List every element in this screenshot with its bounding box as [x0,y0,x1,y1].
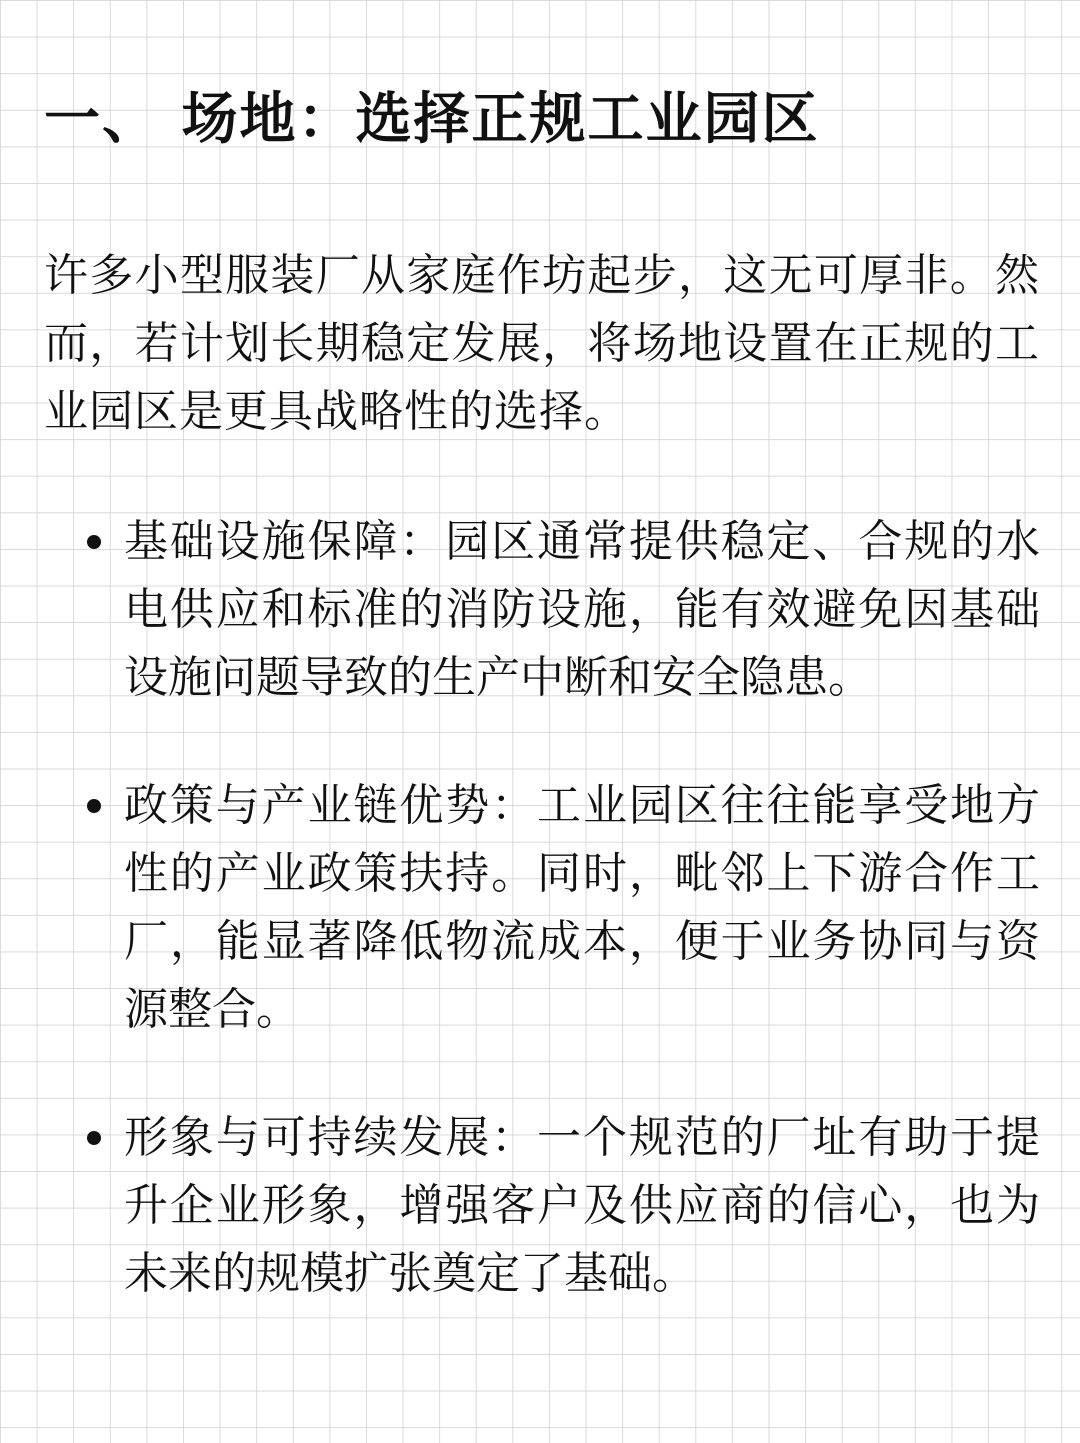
list-item [124,508,1040,712]
bullet-dot-icon [87,799,101,813]
bullet-dot-icon [87,535,101,549]
page-title: 一、 场地：选择正规工业园区 [44,87,820,152]
list-item [124,1104,1040,1308]
list-item-text: 形象与可持续发展：一个规范的厂址有助于提升企业形象，增强客户及供应商的信心，也为未来的规模扩张奠定了基础。 [124,1112,1040,1299]
intro-paragraph: 许多小型服装厂从家庭作坊起步，这无可厚非。然而，若计划长期稳定发展，将场地设置在正规的工业园区是更具战略性的选择。 [44,250,1040,437]
list-item [124,772,1040,1044]
bullet-dot-icon [87,1131,101,1145]
list-item-text: 基础设施保障：园区通常提供稳定、合规的水电供应和标准的消防设施，能有效避免因基础设施问题导致的生产中断和安全隐患。 [124,516,1040,703]
list-item-text: 政策与产业链优势：工业园区往往能享受地方性的产业政策扶持。同时，毗邻上下游合作工厂，能显著降低物流成本，便于业务协同与资源整合。 [124,780,1040,1035]
